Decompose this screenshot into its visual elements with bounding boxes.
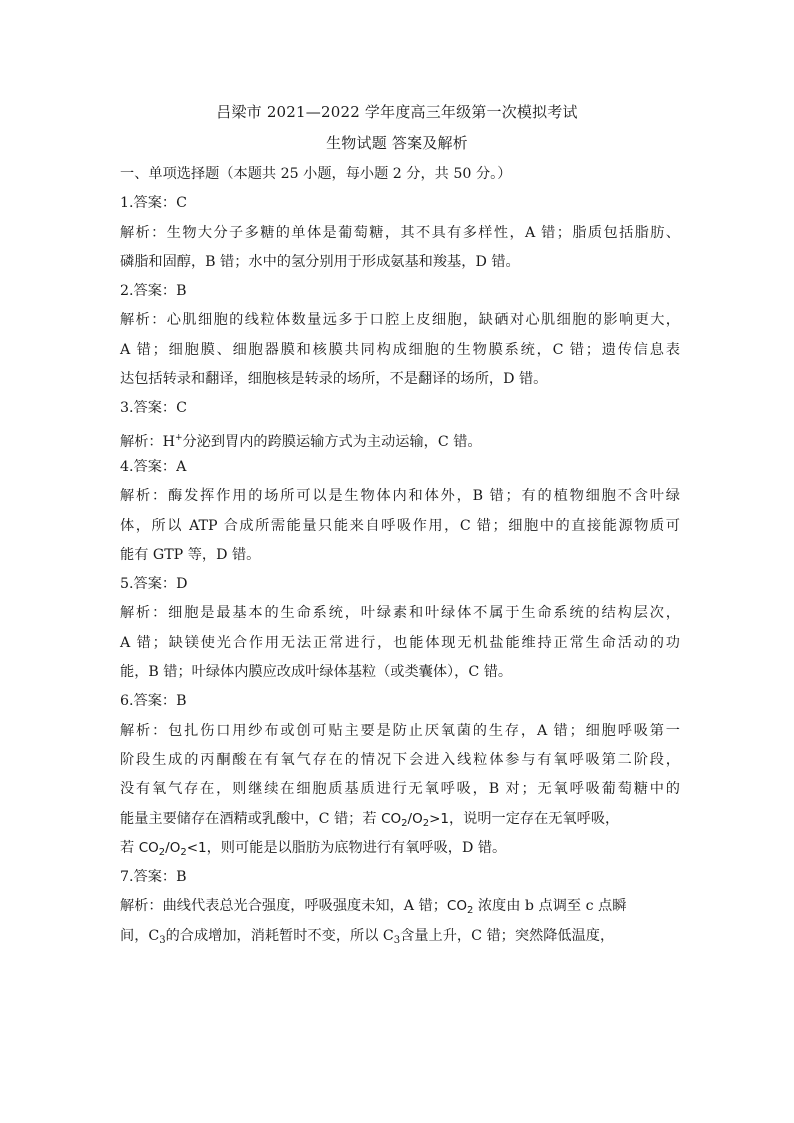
q5-answer: 5.答案：D [120,576,188,593]
q6-line5-text-a: 若 [120,839,139,856]
q2-answer: 2.答案：B [120,283,187,300]
document-subtitle: 生物试题 答案及解析 [326,134,468,152]
q4-explanation-line-1: 解析：酶发挥作用的场所可以是生物体内和体外，B 错；有的植物细胞不含叶绿 [120,488,680,505]
q7-explanation-line-2 [120,922,680,951]
q6-line5-text-b: ，则可能是以脂肪为底物进行有氧呼吸，D 错。 [206,839,507,856]
q4-answer: 4.答案：A [120,458,187,475]
q7-line1-text-b: 浓度由 b 点调至 c 点瞬 [473,898,627,915]
q7-c3-subscript-2: 3 [393,934,401,946]
q7-explanation-line-1 [120,892,680,921]
q7-c3-subscript-1: 3 [159,934,166,946]
q7-co2-formula: $CO_2$ [446,898,474,917]
q3-text-a: 解析：H [120,433,175,450]
q4-explanation-line-2: 体，所以 ATP 合成所需能量只能来自呼吸作用，C 错；细胞中的直接能源物质可 [120,517,680,534]
q7-answer: 7.答案：B [120,869,187,886]
q3-explanation-line-1 [120,424,680,453]
answer-content [120,160,680,951]
q2-explanation-line-2: A 错；细胞膜、细胞器膜和核膜共同构成细胞的生物膜系统，C 错；遗传信息表 [120,341,680,358]
q7-line2-text-a: 间，C [120,927,160,944]
q5-explanation-line-1: 解析：细胞是最基本的生命系统，叶绿素和叶绿体不属于生命系统的结构层次， [120,605,680,622]
q1-explanation-line-1: 解析：生物大分子多糖的单体是葡萄糖，其不具有多样性，A 错；脂质包括脂肪、 [120,224,680,241]
section-heading: 一、单项选择题（本题共 25 小题，每小题 2 分，共 50 分。） [120,166,512,182]
q1-explanation-line-2: 磷脂和固醇，B 错；水中的氢分别用于形成氨基和羧基，D 错。 [120,253,520,270]
q6-ratio-formula-2: $CO_2/O_2<1$ [138,839,207,858]
q6-ratio-formula-1: $CO_2/O_2>1$ [381,810,449,829]
q1-answer: 1.答案：C [120,195,187,212]
q6-explanation-line-1: 解析：包扎伤口用纱布或创可贴主要是防止厌氧菌的生存，A 错；细胞呼吸第一 [120,722,680,739]
q6-explanation-line-3: 没有氧气存在，则继续在细胞质基质进行无氧呼吸，B 对；无氧呼吸葡萄糖中的 [120,781,680,798]
q3-superscript: + [174,432,183,443]
q2-explanation-line-3: 达包括转录和翻译，细胞核是转录的场所，不是翻译的场所，D 错。 [120,371,548,388]
q6-explanation-line-2: 阶段生成的丙酮酸在有氧气存在的情况下会进入线粒体参与有氧呼吸第二阶段， [120,751,680,768]
q2-explanation-line-1: 解析：心肌细胞的线粒体数量远多于口腔上皮细胞，缺硒对心肌细胞的影响更大， [120,312,680,329]
q4-explanation-line-3: 能有 GTP 等，D 错。 [120,546,261,563]
q6-line4-text-a: 能量主要储存在酒精或乳酸中，C 错；若 [120,810,382,827]
document-title: 吕梁市 2021—2022 学年度高三年级第一次模拟考试 [216,103,578,121]
q6-answer: 6.答案：B [120,693,187,710]
q5-explanation-line-3: 能，B 错；叶绿体内膜应改成叶绿体基粒（或类囊体），C 错。 [120,664,513,681]
q3-answer: 3.答案：C [120,400,187,417]
q7-line2-text-c: 含量上升，C 错；突然降低温度， [400,927,615,944]
q3-text-b: 分泌到胃内的跨膜运输方式为主动运输，C 错。 [182,433,482,450]
q6-explanation-line-5 [120,834,680,863]
q6-line4-text-b: ，说明一定存在无氧呼吸， [448,810,620,827]
q7-line1-text-a: 解析：曲线代表总光合强度，呼吸强度未知，A 错； [120,898,447,915]
q5-explanation-line-2: A 错；缺镁使光合作用无法正常进行，也能体现无机盐能维持正常生命活动的功 [120,634,680,651]
q6-explanation-line-4 [120,805,680,834]
q7-line2-text-b: 的合成增加，消耗暂时不变，所以 C [165,927,394,944]
